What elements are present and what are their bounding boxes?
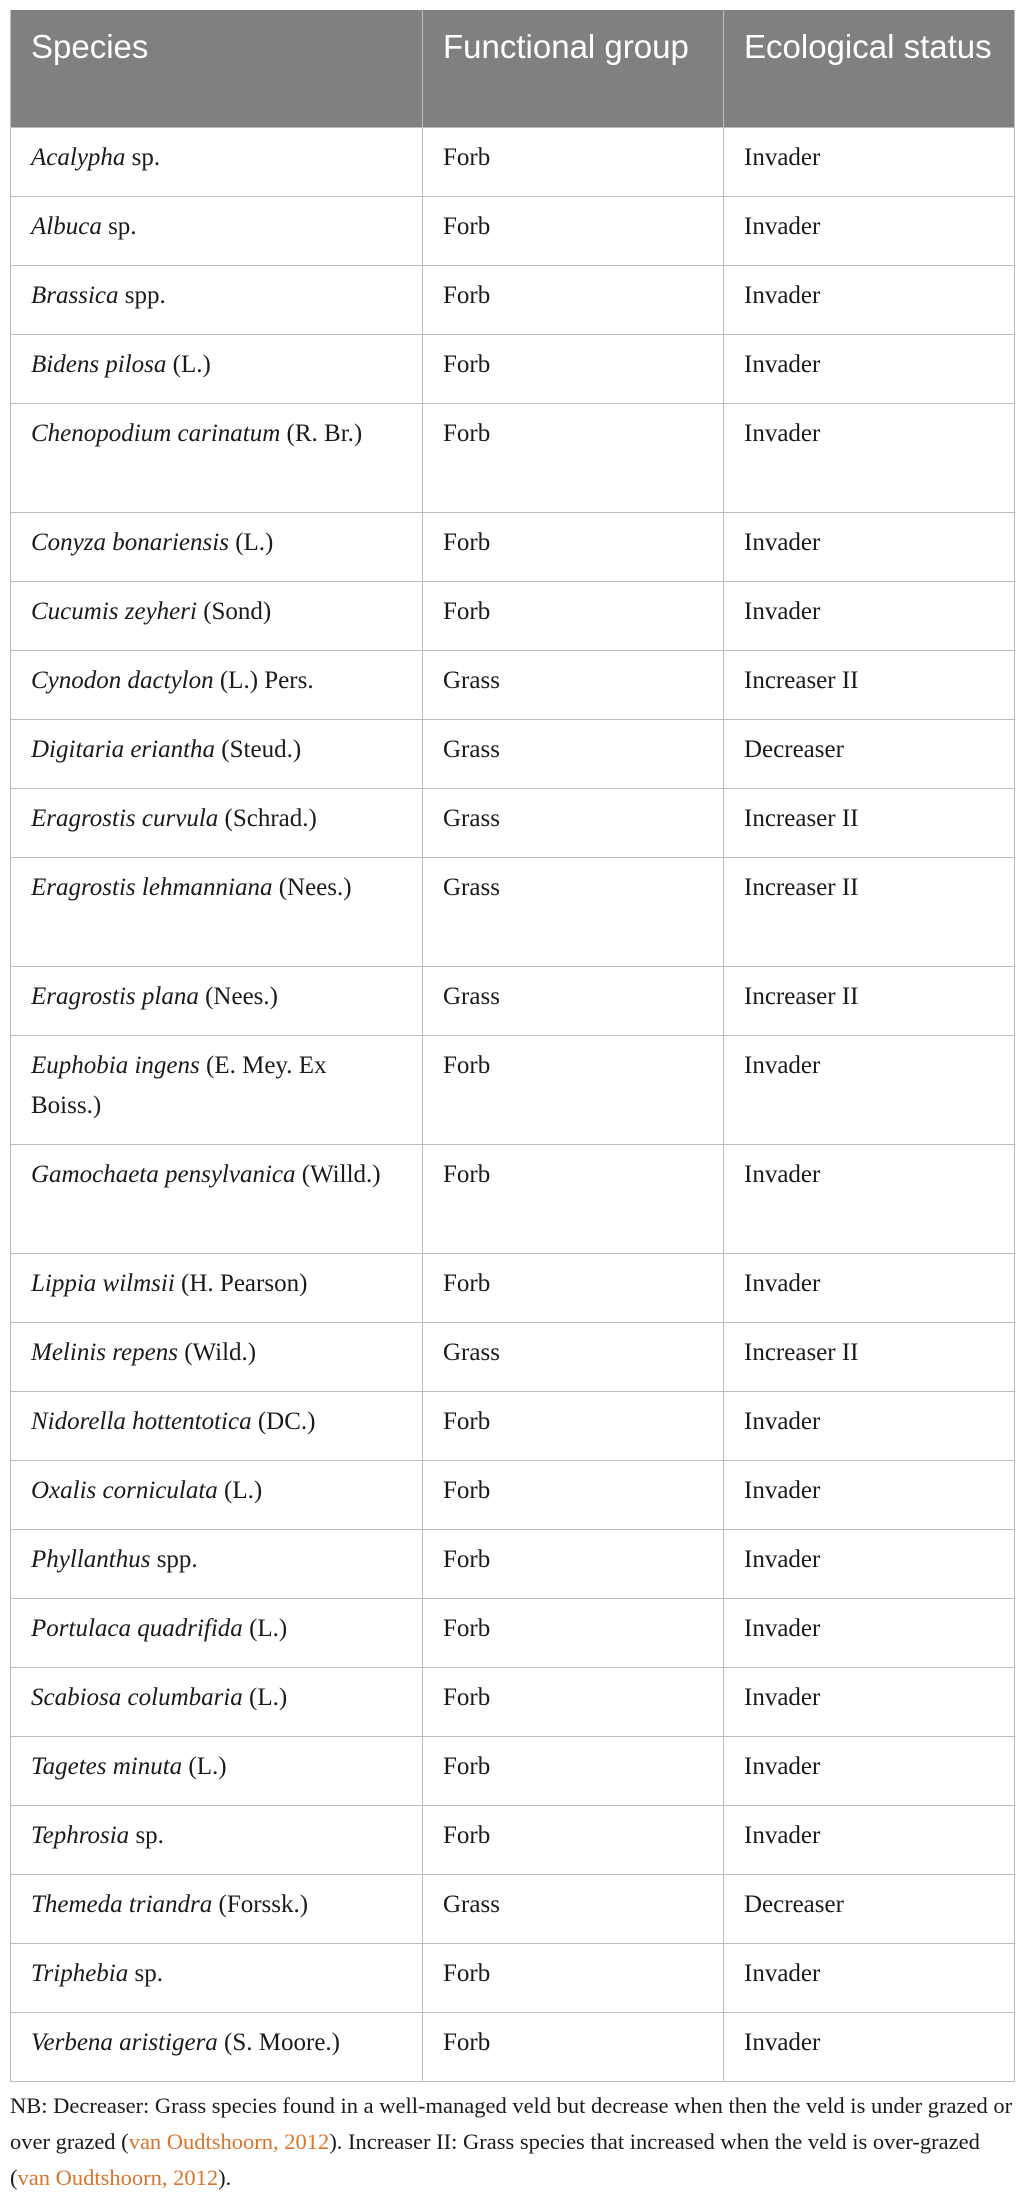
ecological-status-cell: Invader — [724, 127, 1015, 196]
table-row — [11, 265, 1015, 334]
species-cell — [11, 1874, 423, 1943]
species-cell — [11, 1667, 423, 1736]
ecological-status-cell: Increaser II — [724, 857, 1015, 966]
species-authority: spp. — [118, 281, 166, 309]
ecological-status-cell: Invader — [724, 1736, 1015, 1805]
table-row — [11, 1874, 1015, 1943]
functional-group-cell: Forb — [423, 1253, 724, 1322]
species-authority: sp. — [125, 143, 161, 171]
species-authority: (Nees.) — [198, 982, 278, 1010]
ecological-status-cell: Decreaser — [724, 1874, 1015, 1943]
species-authority: (L.) Pers. — [213, 666, 314, 694]
ecological-status-cell: Invader — [724, 1035, 1015, 1144]
species-name: Tagetes minuta — [31, 1752, 183, 1780]
species-authority: (Steud.) — [215, 735, 302, 763]
species-name: Triphebia — [31, 1959, 129, 1987]
ecological-status-cell: Increaser II — [724, 788, 1015, 857]
table-row — [11, 1322, 1015, 1391]
functional-group-cell: Forb — [423, 403, 724, 512]
ecological-status-cell: Invader — [724, 1529, 1015, 1598]
species-cell — [11, 1805, 423, 1874]
species-name: Eragrostis curvula — [31, 804, 219, 832]
functional-group-cell: Forb — [423, 1460, 724, 1529]
species-name: Brassica — [31, 281, 119, 309]
table-row — [11, 966, 1015, 1035]
citation-link[interactable]: van Oudtshoorn, 2012 — [128, 2129, 330, 2154]
functional-group-cell: Forb — [423, 1736, 724, 1805]
species-name: Nidorella hottentotica — [31, 1407, 252, 1435]
species-name: Phyllanthus — [31, 1545, 151, 1573]
species-cell — [11, 265, 423, 334]
ecological-status-cell: Decreaser — [724, 719, 1015, 788]
functional-group-cell: Forb — [423, 2012, 724, 2081]
species-authority: (Nees.) — [272, 873, 352, 901]
species-authority: sp. — [129, 1821, 164, 1849]
ecological-status-cell: Invader — [724, 512, 1015, 581]
species-cell — [11, 1943, 423, 2012]
ecological-status-cell: Increaser II — [724, 650, 1015, 719]
ecological-status-cell: Invader — [724, 403, 1015, 512]
table-row — [11, 512, 1015, 581]
species-cell — [11, 1598, 423, 1667]
species-name: Albuca — [31, 212, 102, 240]
table-row — [11, 127, 1015, 196]
species-name: Euphobia ingens — [31, 1051, 200, 1079]
species-authority: (L.) — [228, 528, 274, 556]
header-row — [11, 10, 1015, 127]
species-name: Eragrostis plana — [31, 982, 199, 1010]
species-name: Conyza bonariensis — [31, 528, 229, 556]
species-name: Themeda triandra — [31, 1890, 213, 1918]
functional-group-cell: Forb — [423, 127, 724, 196]
functional-group-cell: Forb — [423, 334, 724, 403]
table-row — [11, 650, 1015, 719]
ecological-status-cell: Invader — [724, 334, 1015, 403]
table-row — [11, 1144, 1015, 1253]
functional-group-cell: Forb — [423, 1144, 724, 1253]
species-authority: (L.) — [242, 1683, 288, 1711]
species-name: Cucumis zeyheri — [31, 597, 197, 625]
species-name: Chenopodium carinatum — [31, 419, 281, 447]
header-functional-group: Functional group — [423, 10, 724, 127]
ecological-status-cell: Invader — [724, 1598, 1015, 1667]
ecological-status-cell: Invader — [724, 265, 1015, 334]
table-row — [11, 196, 1015, 265]
species-cell — [11, 334, 423, 403]
species-authority: (L.) — [242, 1614, 288, 1642]
functional-group-cell: Grass — [423, 966, 724, 1035]
species-table — [10, 10, 1015, 2082]
table-row — [11, 857, 1015, 966]
species-name: Digitaria eriantha — [31, 735, 216, 763]
species-cell — [11, 1391, 423, 1460]
functional-group-cell: Forb — [423, 1035, 724, 1144]
table-row — [11, 1805, 1015, 1874]
species-authority: (S. Moore.) — [217, 2028, 341, 2056]
ecological-status-cell: Invader — [724, 196, 1015, 265]
species-authority: (H. Pearson) — [174, 1269, 308, 1297]
ecological-status-cell: Invader — [724, 2012, 1015, 2081]
species-name: Oxalis corniculata — [31, 1476, 218, 1504]
ecological-status-cell: Invader — [724, 1943, 1015, 2012]
functional-group-cell: Grass — [423, 1874, 724, 1943]
species-name: Melinis repens — [31, 1338, 178, 1366]
functional-group-cell: Forb — [423, 581, 724, 650]
species-name: Tephrosia — [31, 1821, 130, 1849]
species-cell — [11, 1322, 423, 1391]
species-authority: (R. Br.) — [280, 419, 363, 447]
functional-group-cell: Forb — [423, 1805, 724, 1874]
table-row — [11, 403, 1015, 512]
ecological-status-cell: Increaser II — [724, 1322, 1015, 1391]
table-row — [11, 1529, 1015, 1598]
species-name: Eragrostis lehmanniana — [31, 873, 273, 901]
species-authority: (Forssk.) — [212, 1890, 309, 1918]
species-authority: (L.) — [182, 1752, 227, 1780]
ecological-status-cell: Increaser II — [724, 966, 1015, 1035]
header-ecological-status: Ecological status — [724, 10, 1015, 127]
ecological-status-cell: Invader — [724, 1460, 1015, 1529]
species-cell — [11, 1035, 423, 1144]
species-name: Gamochaeta pensylvanica — [31, 1160, 296, 1188]
species-authority: (Schrad.) — [218, 804, 317, 832]
functional-group-cell: Forb — [423, 265, 724, 334]
species-authority: (Wild.) — [177, 1338, 257, 1366]
species-cell — [11, 1736, 423, 1805]
species-cell — [11, 2012, 423, 2081]
table-row — [11, 1253, 1015, 1322]
species-cell — [11, 1460, 423, 1529]
species-name: Lippia wilmsii — [31, 1269, 175, 1297]
table-footnote — [10, 2088, 1014, 2196]
table-row — [11, 1598, 1015, 1667]
functional-group-cell: Grass — [423, 650, 724, 719]
functional-group-cell: Grass — [423, 857, 724, 966]
functional-group-cell: Forb — [423, 1529, 724, 1598]
citation-link[interactable]: van Oudtshoorn, 2012 — [17, 2165, 219, 2190]
table-row — [11, 1391, 1015, 1460]
footnote-text-2: ). Increaser II: Grass species that increased when the veld is over-grazed ( — [10, 2129, 980, 2190]
ecological-status-cell: Invader — [724, 1805, 1015, 1874]
species-cell — [11, 581, 423, 650]
ecological-status-cell: Invader — [724, 1253, 1015, 1322]
table-row — [11, 788, 1015, 857]
footnote-text-3: ). — [218, 2165, 232, 2190]
species-authority: (E. Mey. Ex Boiss.) — [31, 1051, 327, 1119]
table-body — [11, 127, 1015, 2081]
species-cell — [11, 650, 423, 719]
species-name: Portulaca quadrifida — [31, 1614, 243, 1642]
species-cell — [11, 1529, 423, 1598]
functional-group-cell: Forb — [423, 196, 724, 265]
table-row — [11, 1035, 1015, 1144]
species-name: Acalypha — [31, 143, 126, 171]
functional-group-cell: Grass — [423, 788, 724, 857]
species-cell — [11, 127, 423, 196]
table-row — [11, 334, 1015, 403]
functional-group-cell: Grass — [423, 1322, 724, 1391]
species-authority: spp. — [150, 1545, 198, 1573]
functional-group-cell: Forb — [423, 1598, 724, 1667]
footnote-text-1: NB: Decreaser: Grass species found in a well-managed veld but decrease when then the veld is under grazed or over grazed ( — [10, 2093, 1013, 2154]
table-row — [11, 1667, 1015, 1736]
functional-group-cell: Forb — [423, 1943, 724, 2012]
species-cell — [11, 788, 423, 857]
species-authority: (L.) — [217, 1476, 263, 1504]
table-row — [11, 2012, 1015, 2081]
ecological-status-cell: Invader — [724, 1144, 1015, 1253]
table-row — [11, 1736, 1015, 1805]
species-authority: (DC.) — [251, 1407, 316, 1435]
header-species: Species — [11, 10, 423, 127]
species-cell — [11, 719, 423, 788]
species-cell — [11, 857, 423, 966]
species-authority: (Willd.) — [295, 1160, 381, 1188]
species-cell — [11, 1144, 423, 1253]
table-row — [11, 719, 1015, 788]
species-name: Bidens pilosa — [31, 350, 167, 378]
ecological-status-cell: Invader — [724, 1667, 1015, 1736]
functional-group-cell: Forb — [423, 1667, 724, 1736]
functional-group-cell: Grass — [423, 719, 724, 788]
species-authority: sp. — [128, 1959, 163, 1987]
table-row — [11, 581, 1015, 650]
species-name: Scabiosa columbaria — [31, 1683, 243, 1711]
species-cell — [11, 966, 423, 1035]
species-authority: (L.) — [166, 350, 211, 378]
species-name: Cynodon dactylon — [31, 666, 214, 694]
species-authority: sp. — [101, 212, 137, 240]
functional-group-cell: Forb — [423, 512, 724, 581]
species-name: Verbena aristigera — [31, 2028, 218, 2056]
functional-group-cell: Forb — [423, 1391, 724, 1460]
species-cell — [11, 512, 423, 581]
species-cell — [11, 403, 423, 512]
species-cell — [11, 196, 423, 265]
ecological-status-cell: Invader — [724, 581, 1015, 650]
table-row — [11, 1943, 1015, 2012]
ecological-status-cell: Invader — [724, 1391, 1015, 1460]
species-cell — [11, 1253, 423, 1322]
species-authority: (Sond) — [196, 597, 272, 625]
table-row — [11, 1460, 1015, 1529]
